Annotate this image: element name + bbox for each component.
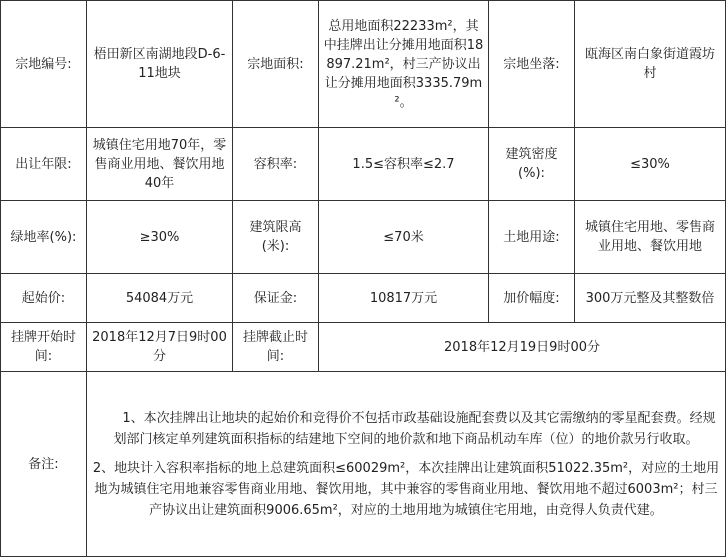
term-value: 城镇住宅用地70年，零售商业用地、餐饮用地40年 xyxy=(87,128,233,201)
green-ratio-value: ≥30% xyxy=(87,201,233,274)
notes-label: 备注: xyxy=(1,372,87,557)
table-row-price xyxy=(1,274,726,323)
note-paragraph-2: 2、地块计入容积率指标的地上总建筑面积≤60029m²，本次挂牌出让建筑面积51022.35m²，对应的土地用地为城镇住宅用地兼容零售商业用地、餐饮用地，其中兼容的零售商业用地、餐饮用地不超过6003m²；村三产协议出让建筑面积9006.65m²，对应的土地用地为城镇住宅用地，由竞得人负责代建。 xyxy=(92,460,720,518)
start-price-value: 54084万元 xyxy=(87,274,233,323)
parcel-location-label: 宗地坐落: xyxy=(489,1,575,128)
land-use-value: 城镇住宅用地、零售商业用地、餐饮用地 xyxy=(575,201,726,274)
term-label: 出让年限: xyxy=(1,128,87,201)
density-value: ≤30% xyxy=(575,128,726,201)
increment-label: 加价幅度: xyxy=(489,274,575,323)
listing-end-value: 2018年12月19日9时00分 xyxy=(319,323,726,372)
parcel-code-label: 宗地编号: xyxy=(1,1,87,128)
table-row-listing-time xyxy=(1,323,726,372)
far-value: 1.5≤容积率≤2.7 xyxy=(319,128,489,201)
listing-start-label: 挂牌开始时间: xyxy=(1,323,87,372)
deposit-label: 保证金: xyxy=(233,274,319,323)
table-row-green xyxy=(1,201,726,274)
table-row-term xyxy=(1,128,726,201)
far-label: 容积率: xyxy=(233,128,319,201)
note-paragraph-1: 1、本次挂牌出让地块的起始价和竞得价不包括市政基础设施配套费以及其它需缴纳的零星配套费。经规划部门核定单列建筑面积指标的结建地下空间的地价款和地下商品机动车库（位）的地价款另行收取。 xyxy=(113,410,716,447)
table-row-notes xyxy=(1,372,726,557)
density-label: 建筑密度(%): xyxy=(489,128,575,201)
notes-cell xyxy=(87,372,726,557)
parcel-area-value: 总用地面积22233m²，其中挂牌出让分摊用地面积18897.21m²，村三产协议出让分摊用地面积3335.79m²。 xyxy=(319,1,489,128)
listing-start-value: 2018年12月7日9时00分 xyxy=(87,323,233,372)
parcel-location-value: 瓯海区南白象街道霞坊村 xyxy=(575,1,726,128)
land-use-label: 土地用途: xyxy=(489,201,575,274)
table-row-parcel xyxy=(1,1,726,128)
height-limit-value: ≤70米 xyxy=(319,201,489,274)
start-price-label: 起始价: xyxy=(1,274,87,323)
parcel-code-value: 梧田新区南湖地段D-6-11地块 xyxy=(87,1,233,128)
deposit-value: 10817万元 xyxy=(319,274,489,323)
listing-end-label: 挂牌截止时间: xyxy=(233,323,319,372)
parcel-area-label: 宗地面积: xyxy=(233,1,319,128)
green-ratio-label: 绿地率(%): xyxy=(1,201,87,274)
increment-value: 300万元整及其整数倍 xyxy=(575,274,726,323)
height-limit-label: 建筑限高(米): xyxy=(233,201,319,274)
